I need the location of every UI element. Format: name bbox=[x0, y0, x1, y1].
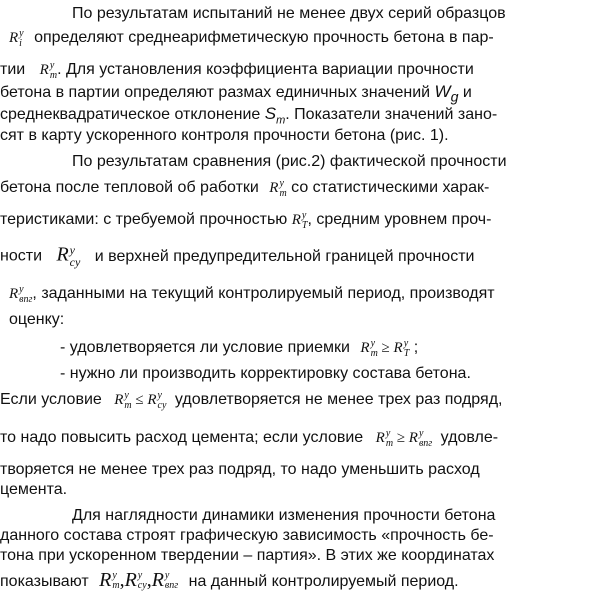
p4-text-3: тона при ускоренном твердении – партия». В этих же координатах bbox=[0, 547, 495, 564]
p3-text-2a: то надо повысить расход цемента; если условие bbox=[0, 429, 364, 446]
p2-text-2b: со статистическими харак- bbox=[291, 179, 490, 196]
p2-line-4 bbox=[0, 244, 474, 268]
p2-line-1 bbox=[72, 152, 507, 172]
p1-text-6: сят в карту ускоренного контроля прочности бетона (рис. 1). bbox=[0, 127, 449, 144]
p1-line-3 bbox=[0, 60, 474, 81]
p2-text-3a: теристиками: с требуемой прочностью bbox=[0, 211, 288, 228]
p3-text-1b: удовлетворяется не менее трех раз подряд, bbox=[174, 391, 503, 408]
formula-ri: R y i bbox=[9, 27, 24, 49]
symbol-wg: $W_g$ bbox=[434, 82, 459, 106]
p1-text-4b: и bbox=[462, 84, 472, 101]
formula-acceptance: R y m ≥ R y T bbox=[360, 337, 410, 359]
formula-rt: R y T bbox=[291, 209, 308, 231]
list-item-2-text: - нужно ли производить корректировку состава бетона. bbox=[60, 365, 471, 382]
p2-text-2a: бетона после тепловой об работки bbox=[0, 179, 259, 196]
p4-text-4a: показывают bbox=[0, 573, 89, 590]
formula-rvpg: R y впг bbox=[9, 283, 33, 305]
formula-triple: R y m ,R y cy ,R y впг bbox=[99, 569, 179, 592]
p1-text-3b: . Для установления коэффициента вариации прочности bbox=[57, 61, 474, 78]
list-item-1-text: - удовлетворяется ли условие приемки bbox=[60, 339, 350, 356]
p4-text-1: Для наглядности динамики изменения прочности бетона bbox=[72, 507, 496, 524]
formula-rm-le-rcy: R y m ≤ R y cy bbox=[114, 389, 167, 411]
p3-line-2 bbox=[0, 428, 498, 449]
p2-line-2 bbox=[0, 178, 489, 199]
p1-line-6 bbox=[0, 126, 449, 146]
p3-text-2b: удовле- bbox=[440, 429, 499, 446]
p3-text-3: творяется не менее трех раз подряд, то надо уменьшить расход bbox=[0, 461, 480, 478]
p1-text-1: По результатам испытаний не менее двух серий образцов bbox=[72, 5, 506, 22]
p4-text-4b: на данный контролируемый период. bbox=[188, 573, 459, 590]
p4-line-2 bbox=[0, 526, 494, 546]
p2-text-4b: и верхней предупредительной границей прочности bbox=[94, 247, 475, 265]
p1-line-1 bbox=[72, 4, 506, 24]
p1-line-2 bbox=[9, 28, 494, 49]
p2-text-3b: , средним уровнем проч- bbox=[307, 211, 492, 228]
p3-text-1a: Если условие bbox=[0, 391, 102, 408]
p2-text-1: По результатам сравнения (рис.2) фактической прочности bbox=[72, 153, 507, 170]
p1-text-3a: тии bbox=[0, 61, 26, 78]
formula-rm: R y m bbox=[39, 59, 58, 81]
p3-line-4 bbox=[0, 480, 67, 500]
p2-line-6 bbox=[9, 310, 64, 330]
p3-line-3 bbox=[0, 460, 480, 480]
p2-text-4a: ности bbox=[0, 247, 42, 265]
p1-text-5a: среднеквадратическое отклонение bbox=[0, 106, 261, 123]
p3-line-1 bbox=[0, 390, 502, 411]
p4-line-4 bbox=[0, 570, 459, 592]
p4-line-1 bbox=[72, 506, 495, 526]
p1-text-4a: бетона в партии определяют размах единичных значений bbox=[0, 84, 431, 101]
p2-text-6: оценку: bbox=[9, 311, 65, 328]
p4-line-3 bbox=[0, 546, 494, 566]
list-item-1 bbox=[60, 338, 418, 359]
p2-line-3 bbox=[0, 210, 491, 231]
p2-text-5b: , заданными на текущий контролируемый период, производят bbox=[32, 285, 495, 302]
p1-text-2: определяют среднеарифметическую прочность бетона в пар- bbox=[34, 29, 494, 46]
p2-line-5 bbox=[9, 284, 495, 305]
p4-text-2: данного состава строят графическую зависимость «прочность бе- bbox=[0, 527, 494, 544]
list-item-1-end: ; bbox=[413, 339, 419, 356]
formula-rm-2: R y m bbox=[269, 177, 287, 199]
list-item-2 bbox=[60, 364, 471, 384]
symbol-sm: $S_m$ bbox=[264, 104, 286, 127]
p1-text-5b: . Показатели значений зано- bbox=[285, 106, 498, 123]
formula-rm-ge-rvpg: R y m ≥ R y впг bbox=[375, 427, 433, 449]
formula-rcy: R y cy bbox=[56, 243, 81, 269]
p3-text-4: цемента. bbox=[0, 481, 68, 498]
